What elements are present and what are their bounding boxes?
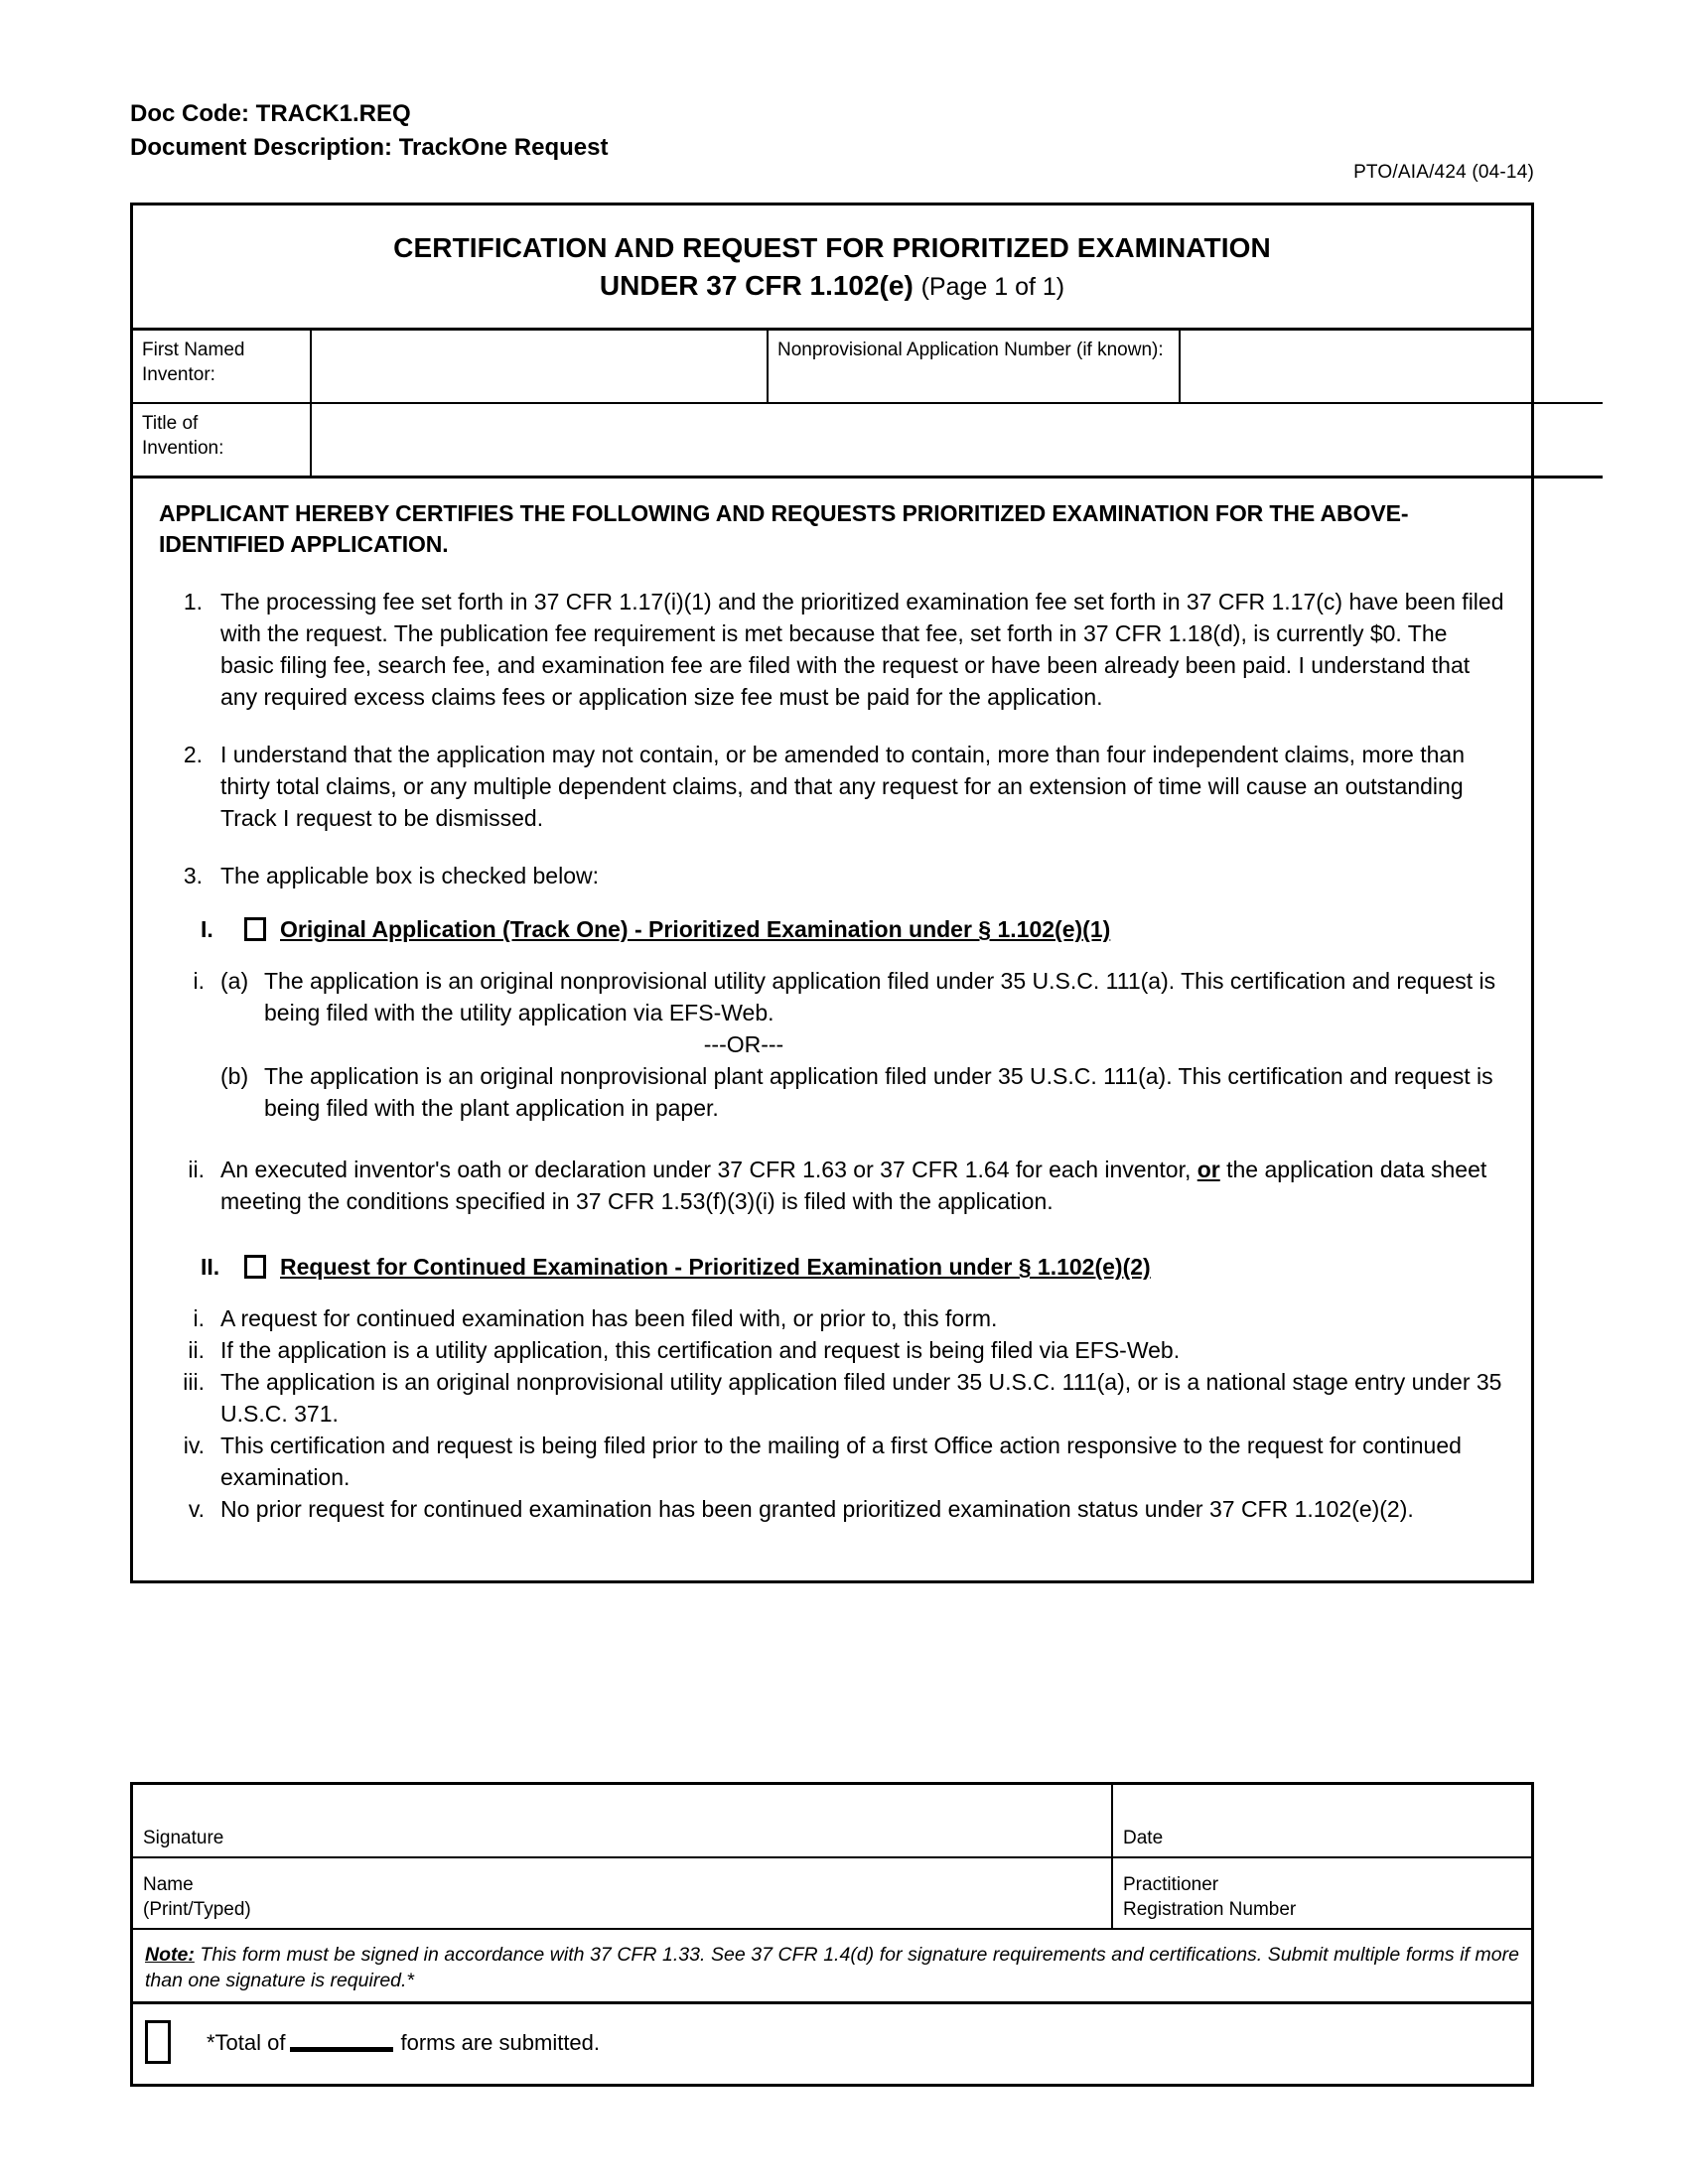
item-content [220,1154,1505,1217]
item-text: The processing fee set forth in 37 CFR 1.17(i)(1) and the prioritized examination fee set forth in 37 CFR 1.17(c) have been filed with the request. The publication fee requirement is met because that fee, set forth in 37 CFR 1.18(d), is currently $0. The basic filing fee, search fee, and examination fee are filed with the request or have been already been paid. I understand that any required excess claims fees or application size fee must be paid for the application. [220,589,1504,710]
item-text: I understand that the application may not contain, or be amended to contain, more than four independent claims, more than thirty total claims, or any multiple dependent claims, and that any request for an extension of time will cause an outstanding Track I request to be dismissed. [220,742,1466,831]
note-cell [133,1929,1531,2003]
section-one-checkbox[interactable] [244,917,266,941]
item-text-after: the application data sheet meeting the conditions specified in 37 CFR 1.53(f)(3)(i) is filed with the application. [220,1157,1487,1214]
item-label: iv. [183,1433,205,1458]
date-label: Date [1123,1828,1164,1848]
signature-label: Signature [143,1828,224,1848]
table-row [133,403,1603,478]
item-label: ii. [188,1337,205,1363]
list-item [159,965,1505,1124]
certification-body [133,478,1531,1580]
item-text: A request for continued examination has been filed with, or prior to, this form. [220,1305,998,1331]
sub-item-b-text: The application is an original nonprovisional plant application filed under 35 U.S.C. 111(a). This certification and request is being filed with the plant application in paper. [264,1063,1493,1121]
spacer [159,1525,1505,1555]
form-title-line-1: CERTIFICATION AND REQUEST FOR PRIORITIZED EXAMINATION [393,232,1271,263]
item-text-before: An executed inventor's oath or declaration under 37 CFR 1.63 or 37 CFR 1.64 for each inventor, [220,1157,1197,1182]
doc-code-value: TRACK1.REQ [255,100,411,127]
doc-description-label: Document Description [130,134,385,161]
item-text: This certification and request is being filed prior to the mailing of a first Office action responsive to the request for continued examination. [220,1433,1462,1490]
list-item [159,1302,1505,1334]
main-form-frame [130,203,1534,1583]
total-forms-checkbox[interactable] [145,2020,171,2064]
item-number: 1. [183,589,203,614]
sub-item-a-text: The application is an original nonprovisional utility application filed under 35 U.S.C. 111(a). This certification and request is being filed with the utility application via EFS-Web. [264,968,1496,1025]
list-item [159,586,1505,713]
section-two-checkbox[interactable] [244,1255,266,1279]
table-row [133,2003,1531,2085]
section-one-roman: I. [201,916,213,942]
section-two-heading: Request for Continued Examination - Prioritized Examination under § 1.102(e)(2) [280,1254,1151,1280]
name-label: Name (Print/Typed) [143,1874,251,1920]
doc-code-line [130,97,1322,131]
item-emphasis: or [1196,1157,1220,1182]
form-title-line-2 [143,267,1521,306]
signature-cell[interactable] [133,1785,1112,1857]
application-number-field[interactable] [1180,331,1603,403]
first-named-inventor-label: First Named Inventor: [133,331,311,403]
list-item [159,1366,1505,1430]
item-label: iii. [183,1369,205,1395]
sub-item-b [220,1060,1505,1124]
sub-item-b-label: (b) [220,1063,249,1089]
doc-description-line [130,131,1322,165]
certification-heading: APPLICANT HEREBY CERTIFIES THE FOLLOWING AND REQUESTS PRIORITIZED EXAMINATION FOR THE ABOVE-IDENTIFIED APPLICATION. [159,500,1409,557]
item-text: No prior request for continued examination has been granted prioritized examination status under 37 CFR 1.102(e)(2). [220,1496,1414,1522]
form-number: PTO/AIA/424 (04-14) [1353,162,1534,183]
doc-description-value: TrackOne Request [398,134,609,161]
sub-item-a-label: (a) [220,968,249,994]
name-cell[interactable] [133,1857,1112,1929]
table-row [133,1929,1531,2003]
section-two-roman: II. [201,1254,220,1280]
table-row [133,1785,1531,1857]
title-of-invention-label: Title of Invention: [133,403,311,478]
note-label: Note: [145,1944,195,1966]
form-title-regulation: UNDER 37 CFR 1.102(e) [599,270,914,301]
table-row [133,1857,1531,1929]
item-label: i. [193,1305,205,1331]
first-named-inventor-field[interactable] [311,331,768,403]
title-of-invention-field[interactable] [311,403,1603,478]
signature-table [133,1785,1531,2084]
practitioner-cell[interactable] [1112,1857,1531,1929]
signature-frame [130,1782,1534,2087]
sub-item-a [220,965,1505,1028]
doc-code-label: Doc Code: [130,100,249,127]
total-prefix-label: *Total of [207,2029,286,2055]
list-item [159,1154,1505,1217]
total-forms-row [145,2020,1519,2064]
identification-table [133,331,1603,478]
doc-description-separator: : [384,134,393,161]
practitioner-registration-label: Practitioner Registration Number [1123,1874,1297,1920]
spacer [159,1124,1505,1154]
title-block [133,205,1531,331]
table-row [133,331,1603,403]
list-item [159,1430,1505,1493]
item-number: 3. [183,863,203,888]
section-two-list [159,1302,1505,1525]
date-cell[interactable] [1112,1785,1531,1857]
list-item [159,1334,1505,1366]
section-two-heading-row [159,1251,1505,1283]
item-label: ii. [188,1157,205,1182]
section-one-heading: Original Application (Track One) - Prioritized Examination under § 1.102(e)(1) [280,916,1111,942]
item-label: v. [188,1496,205,1522]
total-forms-cell [133,2003,1531,2085]
or-separator: ---OR--- [703,1031,784,1057]
item-text: The application is an original nonprovisional utility application filed under 35 U.S.C. 111(a), or is a national stage entry under 35 U.S.C. 371. [220,1369,1502,1427]
application-number-label: Nonprovisional Application Number (if known): [768,331,1180,403]
item-text: If the application is a utility application, this certification and request is being filed via EFS-Web. [220,1337,1181,1363]
total-forms-input[interactable] [290,2033,393,2052]
list-item [159,1493,1505,1525]
item-label: i. [193,968,205,994]
note-text: This form must be signed in accordance with 37 CFR 1.33. See 37 CFR 1.4(d) for signature requirements and certifications. Submit multiple forms if more than one signature is required.* [145,1944,1519,1991]
item-number: 2. [183,742,203,767]
item-text: The applicable box is checked below: [220,863,600,888]
item-content [220,965,1505,1124]
numbered-certification-list [159,586,1505,891]
list-item [159,860,1505,891]
total-suffix-label: forms are submitted. [400,2029,601,2055]
document-header [130,97,1322,165]
section-one-heading-row [159,913,1505,945]
page-indicator: (Page 1 of 1) [920,273,1065,301]
list-item [159,739,1505,834]
